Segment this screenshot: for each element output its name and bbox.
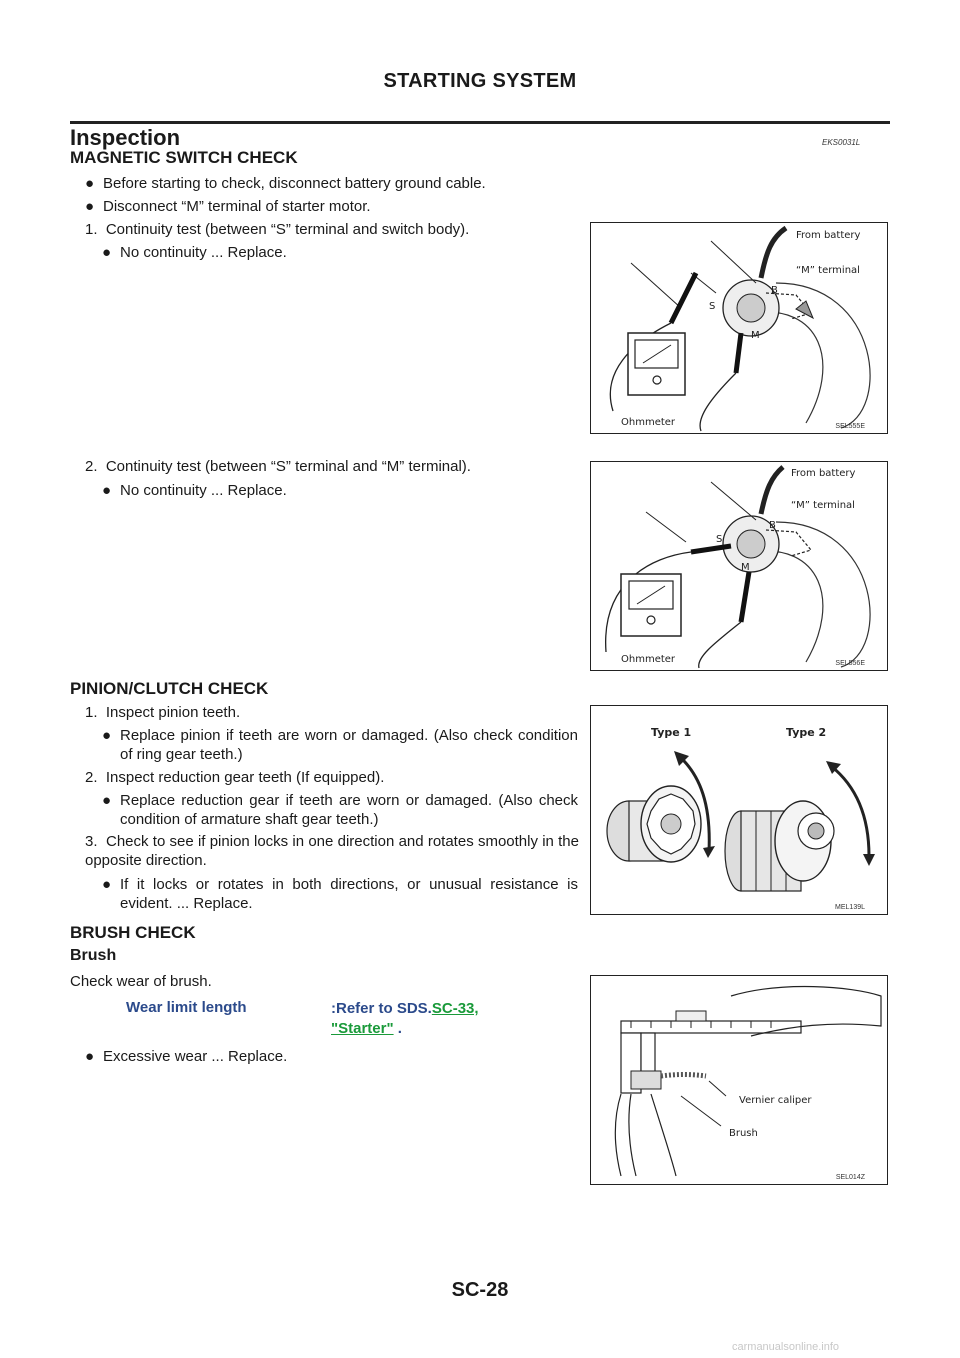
magnetic-switch-heading: MAGNETIC SWITCH CHECK bbox=[70, 148, 298, 167]
brush-subheading: Brush bbox=[70, 947, 117, 964]
step-1-text: 1. Continuity test (between “S” terminal and switch body). bbox=[85, 221, 470, 238]
pinion-clutch-heading: PINION/CLUTCH CHECK bbox=[70, 679, 269, 698]
brush-check-heading: BRUSH CHECK bbox=[70, 923, 196, 942]
label-m-terminal: “M” terminal bbox=[791, 500, 855, 511]
bullet-glyph: ● bbox=[102, 244, 112, 261]
bullet-glyph: ● bbox=[102, 727, 112, 744]
figure-code: SEL014Z bbox=[835, 1174, 865, 1181]
label-brush: Brush bbox=[729, 1128, 758, 1139]
link-starter[interactable]: "Starter" bbox=[331, 1020, 394, 1037]
page-number: SC-28 bbox=[451, 1279, 509, 1301]
pinion-step-1: 1. Inspect pinion teeth. bbox=[85, 704, 241, 721]
label-b: B bbox=[771, 285, 778, 296]
spec-label-wear-limit: Wear limit length bbox=[126, 999, 247, 1016]
label-ohmmeter: Ohmmeter bbox=[621, 417, 676, 428]
starter-ohmmeter-illustration bbox=[591, 223, 887, 433]
label-from-battery: From battery bbox=[796, 230, 861, 241]
label-ohmmeter: Ohmmeter bbox=[621, 654, 676, 665]
label-from-battery: From battery bbox=[791, 468, 856, 479]
figure-code: SEL555E bbox=[835, 423, 865, 430]
brush-intro: Check wear of brush. bbox=[70, 973, 212, 990]
step-2-text: 2. Continuity test (between “S” terminal and “M” terminal). bbox=[85, 458, 471, 475]
label-m-terminal: “M” terminal bbox=[796, 265, 860, 276]
section-title: Inspection bbox=[70, 125, 181, 150]
label-b: B bbox=[769, 520, 776, 531]
label-s: S bbox=[716, 534, 723, 545]
section-code: EKS0031L bbox=[822, 138, 861, 147]
pinion-step-2: 2. Inspect reduction gear teeth (If equipped). bbox=[85, 769, 385, 786]
figure-continuity-s-m bbox=[590, 461, 888, 671]
label-m: M bbox=[751, 330, 760, 341]
label-type-1: Type 1 bbox=[651, 726, 692, 739]
page-header-title: STARTING SYSTEM bbox=[383, 70, 577, 92]
pinion-step-3: 3. Check to see if pinion locks in one direction and rotates smoothly in the opposite direction. bbox=[85, 833, 579, 869]
bullet-glyph: ● bbox=[85, 175, 95, 192]
figure-code: SEL556E bbox=[835, 660, 865, 667]
bullet-glyph: ● bbox=[85, 1048, 95, 1065]
spec-value: :Refer to SDS.SC-33, "Starter" . bbox=[331, 1000, 479, 1037]
label-m: M bbox=[741, 562, 750, 573]
figure-code: MEL139L bbox=[835, 904, 865, 911]
label-s: S bbox=[709, 301, 716, 312]
bullet-glyph: ● bbox=[102, 876, 112, 893]
label-type-2: Type 2 bbox=[786, 726, 827, 739]
vernier-caliper-illustration bbox=[591, 976, 887, 1184]
link-sc-33[interactable]: SC-33, bbox=[431, 1000, 479, 1017]
bullet-glyph: ● bbox=[102, 482, 112, 499]
figure-pinion-types bbox=[590, 705, 888, 915]
bullet-glyph: ● bbox=[85, 198, 95, 215]
label-vernier-caliper: Vernier caliper bbox=[739, 1095, 812, 1106]
footer-watermark: carmanualsonline.info bbox=[732, 1341, 840, 1353]
figure-brush-vernier bbox=[590, 975, 888, 1185]
pinion-illustration bbox=[591, 706, 887, 914]
starter-ohmmeter-illustration bbox=[591, 462, 887, 670]
bullet-glyph: ● bbox=[102, 792, 112, 809]
header-rule bbox=[70, 121, 890, 124]
figure-continuity-s-body bbox=[590, 222, 888, 434]
